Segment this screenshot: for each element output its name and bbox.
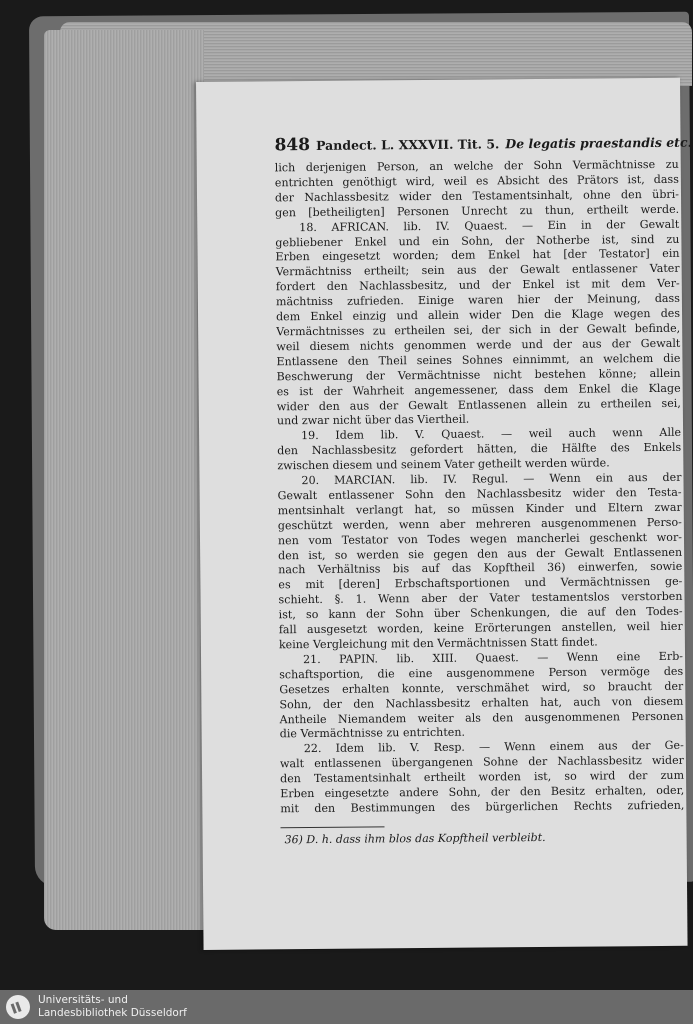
- text-line: 18. AFRICAN. lib. IV. Quaest. — Ein in der Gewalt: [299, 217, 680, 234]
- text-line: nen vom Testator von Todes wegen mancherlei geschenkt wor-: [277, 530, 683, 547]
- text-line: der Nachlassbesitz wider den Testamentsinhalt, ohne den übri-: [274, 187, 680, 205]
- footnote: 36) D. h. dass ihm blos das Kopftheil verbleibt.: [284, 830, 546, 847]
- text-line: wider den aus der Gewalt Entlassenen allein zu ertheilen sei,: [276, 396, 681, 413]
- text-line: und zwar nicht über das Viertheil.: [276, 413, 470, 428]
- text-line: lich derjenigen Person, an welche der Sohn Vermächtnisse zu: [274, 157, 679, 175]
- running-head: [274, 132, 692, 156]
- text-line: 19. Idem lib. V. Quaest. — weil auch wenn Alle: [301, 426, 682, 443]
- text-line: ist, so kann der Sohn über Schenkungen, die auf den Todes-: [278, 604, 683, 622]
- library-name-line2: Landesbibliothek Düsseldorf: [38, 1007, 187, 1019]
- text-line: weil diesem nichts genommen werde und der aus der Gewalt: [276, 336, 681, 354]
- text-line: schieht. §. 1. Wenn aber der Vater testamentslos verstorben: [278, 590, 683, 607]
- text-line: fordert den Nachlassbesitz, und der Enkel ist mit dem Ver-: [275, 277, 680, 294]
- text-line: Gesetzes erhalten konnte, verschmähet wird, so braucht der: [279, 679, 684, 697]
- text-line: Vermächtniss ertheilt; sein aus der Gewalt entlassener Vater: [275, 262, 680, 279]
- text-line: geschützt werden, wenn aber mehreren ausgenommenen Perso-: [277, 515, 682, 533]
- library-logo-icon: [6, 995, 30, 1019]
- running-head-title: Pandect. L. XXXVII. Tit. 5.: [315, 136, 500, 153]
- text-line: Entlassene den Theil seines Sohnes einnimmt, an welchem die: [276, 351, 681, 369]
- text-line: schaftsportion, die eine ausgenommene Person vermöge des: [279, 664, 684, 682]
- text-line: den Nachlassbesitz gefordert hätten, die Hälfte des Enkels: [277, 440, 682, 458]
- text-line: mächtniss zufrieden. Einige waren hier der Meinung, dass: [275, 291, 680, 309]
- text-line: Antheile Niemandem weiter als den ausgenommenen Personen: [279, 709, 684, 726]
- text-line: mentsinhalt verlangt hat, so müssen Kinder und Eltern zwar: [277, 500, 682, 518]
- page-edges-side: [44, 30, 204, 930]
- text-line: dem Enkel einzig und allein wider Den die Klage wegen des: [275, 306, 681, 324]
- library-footer: [0, 990, 693, 1024]
- text-line: mit den Bestimmungen des bürgerlichen Rechts zufrieden,: [280, 798, 685, 816]
- footnote-rule: [281, 826, 385, 828]
- text-line: 21. PAPIN. lib. XIII. Quaest. — Wenn eine Erb-: [302, 649, 684, 666]
- text-line: die Vermächtnisse zu entrichten.: [279, 726, 466, 741]
- text-line: Beschwerung der Vermächtnisse nicht bestehen könne; allein: [276, 366, 681, 383]
- text-line: Sohn, der den Nachlassbesitz erhalten hat, auch von diesem: [279, 694, 684, 711]
- text-line: Gewalt entlassener Sohn den Nachlassbesitz wider den Testa-: [277, 485, 682, 503]
- library-name-line1: Universitäts- und: [38, 994, 128, 1006]
- text-line: fall ausgesetzt worden, keine Erörterungen anstellen, weil hier: [278, 619, 683, 637]
- library-name: [38, 994, 187, 1020]
- text-line: walt entlassenen übergangenen Sohne der Nachlassbesitz wider: [279, 754, 684, 771]
- page-number: 848: [274, 135, 311, 156]
- text-line: nach Verhältniss bis auf das Kopftheil 36) einwerfen, sowie: [278, 560, 683, 577]
- text-line: es mit [deren] Erbschaftsportionen und Vermächtnissen ge-: [278, 575, 683, 592]
- text-line: Erben eingesetzte andere Sohn, der den Besitz erhalten, oder,: [280, 783, 685, 801]
- text-line: Erben eingesetzt worden; dem Enkel hat [der Testator] ein: [275, 247, 680, 264]
- text-line: 20. MARCIAN. lib. IV. Regul. — Wenn ein aus der: [301, 470, 682, 488]
- text-line: keine Vergleichung mit den Vermächtnissen Statt findet.: [278, 635, 598, 652]
- text-line: 22. Idem lib. V. Resp. — Wenn einem aus der Ge-: [303, 739, 684, 756]
- text-line: den Testamentsinhalt ertheilt worden ist, so wird der zum: [280, 768, 685, 786]
- text-line: es ist der Wahrheit angemessener, dass dem Enkel die Klage: [276, 381, 681, 398]
- running-head-subtitle: De legatis praestandis etc.: [505, 134, 692, 152]
- text-line: entrichten genöthigt wird, weil es Absicht des Prätors ist, dass: [274, 172, 679, 190]
- text-line: zwischen diesem und seinem Vater getheilt werden würde.: [277, 456, 610, 473]
- text-line: Vermächtnisses zu ertheilen sei, der sich in der Gewalt befinde,: [276, 321, 681, 339]
- text-line: gen [betheiligten] Personen Unrecht zu thun, ertheilt werde.: [275, 202, 680, 220]
- text-line: gebliebener Enkel und ein Sohn, der Notherbe ist, sind zu: [275, 232, 680, 249]
- book-page: [196, 78, 692, 950]
- text-line: den ist, so werden sie gegen den aus der Gewalt Entlassenen: [278, 545, 683, 562]
- page-body: [275, 158, 685, 817]
